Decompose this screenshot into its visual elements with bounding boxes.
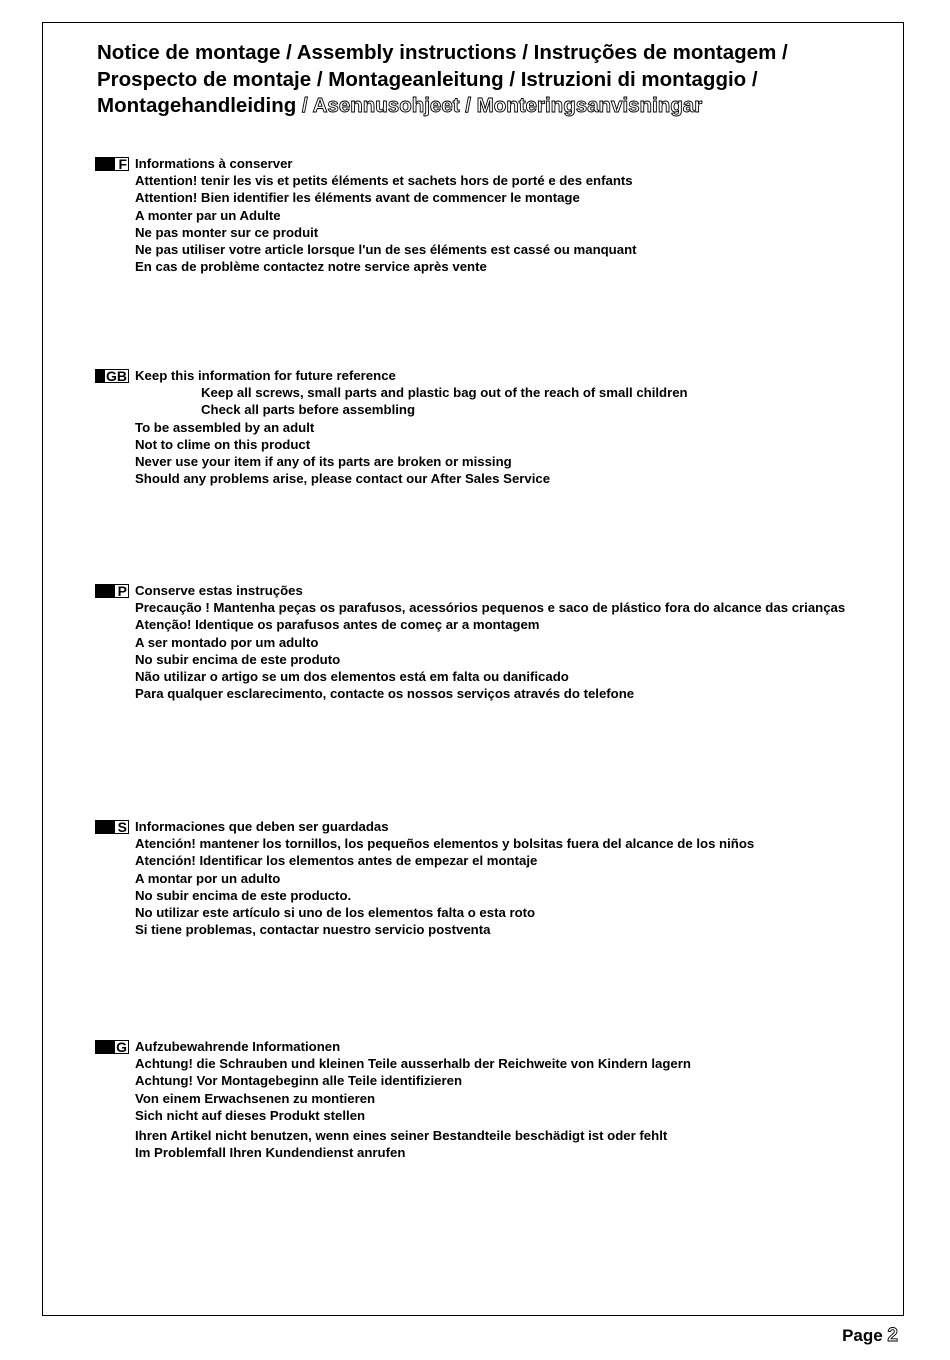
page-digit: 2 [887, 1325, 898, 1346]
section-heading: Conserve estas instruções [135, 583, 303, 598]
instruction-line: Atención! mantener los tornillos, los pequeños elementos y bolsitas fuera del alcance de los niños [135, 836, 755, 852]
instruction-line: Si tiene problemas, contactar nuestro servicio postventa [135, 922, 491, 938]
instruction-line: Para qualquer esclarecimento, contacte os nossos serviços através do telefone [135, 686, 635, 702]
section-heading: Keep this information for future reference [135, 368, 396, 383]
section-heading: Aufzubewahrende Informationen [135, 1039, 341, 1054]
instruction-line: A ser montado por um adulto [135, 634, 319, 650]
instruction-line: Ne pas monter sur ce produit [135, 224, 319, 240]
instruction-line: No utilizar este artículo si uno de los elementos falta o esta roto [135, 905, 536, 921]
instruction-line: Attention! Bien identifier les éléments avant de commencer le montage [135, 190, 580, 206]
flag-icon-france: F [95, 157, 129, 171]
instruction-line: To be assembled by an adult [135, 419, 315, 435]
title-outlined: / Asennusohjeet / Monteringsanvisningar [296, 94, 703, 117]
instruction-line: Atención! Identificar los elementos antes de empezar el montaje [135, 853, 538, 869]
instruction-line: Never use your item if any of its parts are broken or missing [135, 454, 512, 470]
flag-icon-portugal: P [95, 584, 129, 598]
instruction-line: Achtung! Vor Montagebeginn alle Teile identifizieren [135, 1073, 463, 1089]
instruction-line: En cas de problème contactez notre service après vente [135, 259, 487, 275]
instruction-line: Attention! tenir les vis et petits éléments et sachets hors de porté e des enfants [135, 173, 633, 189]
instruction-line: Not to clime on this product [135, 436, 311, 452]
instruction-line: Ne pas utiliser votre article lorsque l'un de ses éléments est cassé ou manquant [135, 242, 637, 258]
instruction-line: Ihren Artikel nicht benutzen, wenn eines seiner Bestandteile beschädigt ist oder fehlt [135, 1128, 668, 1144]
instruction-line: Achtung! die Schrauben und kleinen Teile ausserhalb der Reichweite von Kindern lagern [135, 1056, 691, 1072]
title-main: Notice de montage / Assembly instructions / Instruções de montagem / Prospecto de montaje / Montageanleitung / Istruzioni di montaggio / Montagehandleiding [97, 41, 788, 117]
instruction-line: No subir encima de este produto [135, 651, 341, 667]
instruction-line: Check all parts before assembling [201, 402, 416, 418]
instruction-line: Keep all screws, small parts and plastic bag out of the reach of small children [201, 385, 688, 401]
instruction-line: Im Problemfall Ihren Kundendienst anrufen [135, 1145, 406, 1161]
flag-icon-germany: G [95, 1040, 129, 1054]
document-title [97, 40, 887, 120]
instruction-line: A montar por un adulto [135, 870, 281, 886]
instruction-line: Sich nicht auf dieses Produkt stellen [135, 1107, 366, 1123]
instruction-line: Não utilizar o artigo se um dos elementos está em falta ou danificado [135, 669, 569, 685]
page-number [842, 1325, 898, 1347]
section-heading: Informations à conserver [135, 156, 293, 171]
page-label: Page [842, 1326, 888, 1345]
instruction-line: Should any problems arise, please contact our After Sales Service [135, 471, 551, 487]
flag-icon-spain: S [95, 820, 129, 834]
instruction-line: No subir encima de este producto. [135, 887, 352, 903]
instruction-line: Precaução ! Mantenha peças os parafusos, acessórios pequenos e saco de plástico fora do alcance das crianças [135, 600, 846, 616]
instruction-line: Von einem Erwachsenen zu montieren [135, 1090, 376, 1106]
instruction-line: A monter par un Adulte [135, 207, 281, 223]
section-heading: Informaciones que deben ser guardadas [135, 819, 389, 834]
instruction-line: Atenção! Identique os parafusos antes de começ ar a montagem [135, 617, 540, 633]
flag-icon-uk: GB [95, 369, 129, 383]
